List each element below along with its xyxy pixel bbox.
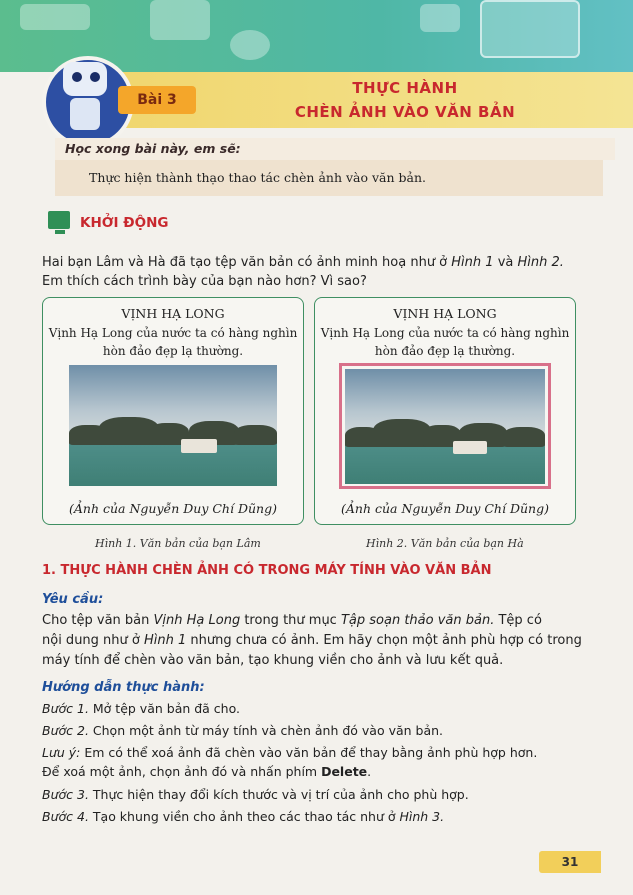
- figure-label-lam: Hình 1. Văn bản của bạn Lâm: [95, 537, 261, 550]
- figure-text-line: Vịnh Hạ Long của nước ta có hàng nghìn: [320, 326, 570, 340]
- requirements-line1: [42, 612, 612, 630]
- decor-circle: [230, 30, 270, 60]
- note-line2: [42, 763, 612, 781]
- lesson-title-line2: CHÈN ẢNH VÀO VĂN BẢN: [294, 103, 516, 121]
- figure-text-line: hòn đảo đẹp lạ thường.: [102, 344, 244, 358]
- figure-caption: (Ảnh của Nguyễn Duy Chí Dũng): [341, 501, 549, 516]
- text-span: Mở tệp văn bản đã cho.: [88, 701, 241, 716]
- objectives-heading: Học xong bài này, em sẽ:: [55, 138, 615, 160]
- step-3: [42, 786, 612, 804]
- text-span: Hình 3.: [399, 809, 445, 824]
- decor-monitor-icon: [480, 0, 580, 58]
- halong-bay-photo: [345, 369, 545, 484]
- text-span: Để xoá một ảnh, chọn ảnh đó và nhấn phím: [42, 764, 322, 779]
- decor-shape: [20, 4, 90, 30]
- warmup-label: KHỞI ĐỘNG: [80, 215, 169, 231]
- guide-heading: Hướng dẫn thực hành:: [42, 680, 205, 695]
- step-4: [42, 808, 612, 826]
- figure-title: VỊNH HẠ LONG: [393, 306, 497, 321]
- text-span: Lưu ý:: [42, 745, 81, 760]
- monitor-stand: [55, 230, 65, 234]
- text-span: Em có thể xoá ảnh đã chèn vào văn bản để thay bằng ảnh phù hợp hơn.: [80, 745, 538, 760]
- figure-caption: (Ảnh của Nguyễn Duy Chí Dũng): [69, 501, 277, 516]
- text-span: Hình 2.: [517, 255, 564, 270]
- text-span: Hình 1: [144, 633, 187, 648]
- text-span: Thực hiện thay đổi kích thước và vị trí của ảnh cho phù hợp.: [88, 787, 469, 802]
- text-span: Chọn một ảnh từ máy tính và chèn ảnh đó vào văn bản.: [88, 723, 444, 738]
- warmup-paragraph-line1: [42, 253, 602, 272]
- text-span: Hai bạn Lâm và Hà đã tạo tệp văn bản có ảnh minh hoạ như ở: [42, 255, 452, 270]
- monitor-icon: [48, 211, 70, 229]
- figure-title: VỊNH HẠ LONG: [121, 306, 225, 321]
- requirements-heading: Yêu cầu:: [42, 592, 104, 607]
- text-span: Tạo khung viền cho ảnh theo các thao tác như ở: [88, 809, 400, 824]
- objectives-text: Thực hiện thành thạo thao tác chèn ảnh vào văn bản.: [55, 160, 603, 196]
- text-span: Bước 3.: [42, 787, 89, 802]
- text-span: nhưng chưa có ảnh. Em hãy chọn một ảnh phù hợp có trong: [186, 633, 582, 648]
- step-1: [42, 700, 612, 718]
- text-span: Tập soạn thảo văn bản.: [340, 613, 495, 628]
- text-span: .: [367, 764, 372, 779]
- requirements-line2: [42, 632, 612, 650]
- text-span: và: [493, 255, 518, 270]
- text-span: Hình 1: [451, 255, 494, 270]
- section1-title: 1. THỰC HÀNH CHÈN ẢNH CÓ TRONG MÁY TÍNH VÀO VĂN BẢN: [42, 563, 492, 578]
- warmup-paragraph-line2: Em thích cách trình bày của bạn nào hơn? Vì sao?: [42, 274, 367, 289]
- decor-document-icon: [150, 0, 210, 40]
- figure-label-ha: Hình 2. Văn bản của bạn Hà: [366, 537, 524, 550]
- robot-head: [63, 62, 107, 96]
- robot-eye: [90, 72, 100, 82]
- robot-body: [70, 98, 100, 130]
- figure-lam: [42, 297, 304, 525]
- lesson-badge: Bài 3: [118, 86, 196, 114]
- decor-shape: [420, 4, 460, 32]
- figure-text-line: Vịnh Hạ Long của nước ta có hàng nghìn: [48, 326, 298, 340]
- step-2: [42, 722, 612, 740]
- lesson-title-line1: THỰC HÀNH: [352, 79, 458, 97]
- halong-bay-photo: [69, 365, 277, 486]
- text-span: Cho tệp văn bản: [42, 613, 154, 628]
- text-span: Bước 2.: [42, 723, 89, 738]
- figure-text: [319, 324, 571, 360]
- text-span: Delete: [321, 764, 368, 779]
- figure-text-line: hòn đảo đẹp lạ thường.: [374, 344, 516, 358]
- text-span: Tệp có: [494, 613, 542, 628]
- page-number: 31: [539, 851, 601, 873]
- text-span: Bước 4.: [42, 809, 89, 824]
- text-span: nội dung như ở: [42, 633, 144, 648]
- robot-eye: [72, 72, 82, 82]
- text-span: trong thư mục: [240, 613, 341, 628]
- text-span: Vịnh Hạ Long: [153, 613, 241, 628]
- figure-text: [47, 324, 299, 360]
- figure-ha: [314, 297, 576, 525]
- requirements-line3: máy tính để chèn vào văn bản, tạo khung viền cho ảnh và lưu kết quả.: [42, 653, 504, 668]
- note-line1: [42, 744, 612, 762]
- text-span: Bước 1.: [42, 701, 89, 716]
